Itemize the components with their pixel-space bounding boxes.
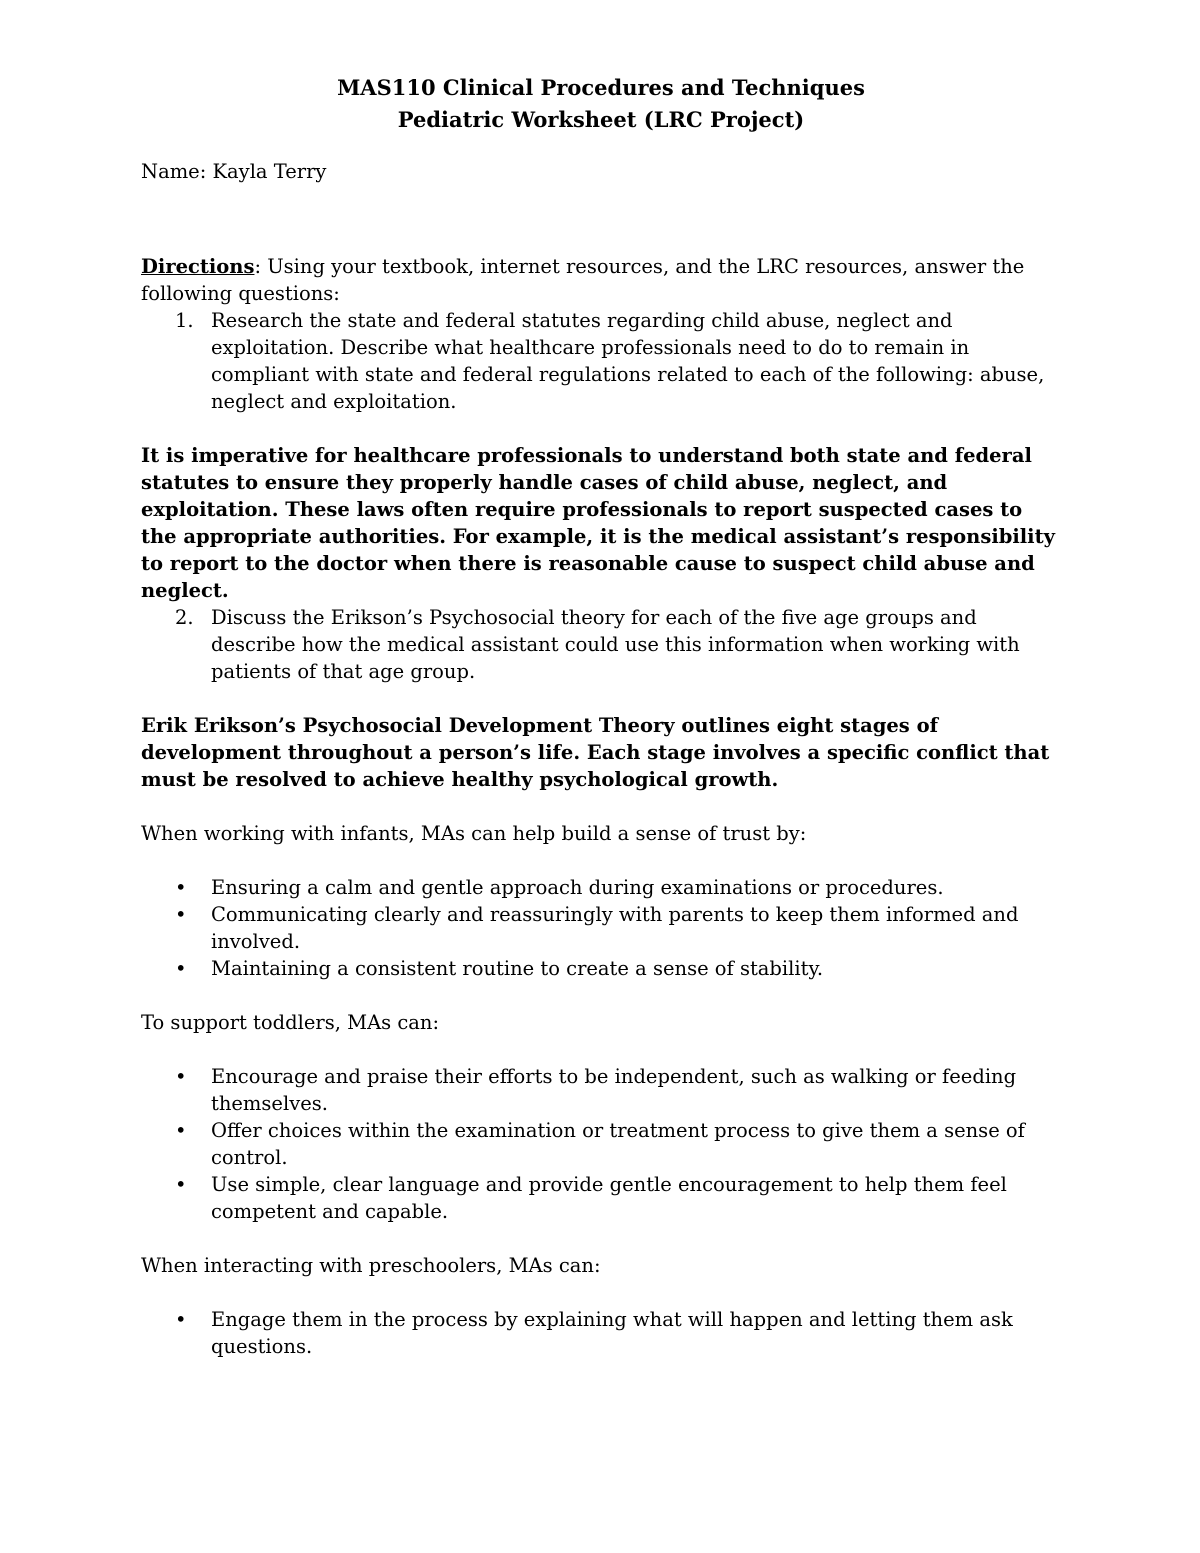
question-text: Research the state and federal statutes regarding child abuse, neglect and exploitation. Describe what healthcare professionals need to do to remain in compliant with state and federal regulations related to each of the following: abuse, neglect and exploitation. [211, 309, 1045, 413]
list-item [141, 1171, 1061, 1225]
list-item [141, 1063, 1061, 1117]
bullet-icon: • [175, 1173, 187, 1196]
bullet-icon: • [175, 957, 187, 980]
question-1 [141, 307, 1061, 415]
bullet-icon: • [175, 876, 187, 899]
document-title: MAS110 Clinical Procedures and Techniques [337, 75, 865, 100]
list-item [141, 955, 1061, 982]
toddlers-intro: To support toddlers, MAs can: [141, 1011, 440, 1034]
list-item-text: Maintaining a consistent routine to create a sense of stability. [211, 957, 824, 980]
document-body [141, 72, 1061, 1360]
list-item-text: Communicating clearly and reassuringly with parents to keep them informed and involved. [211, 903, 1019, 953]
directions-paragraph [141, 253, 1061, 307]
bullet-icon: • [175, 1119, 187, 1142]
student-name: Name: Kayla Terry [141, 160, 327, 183]
question-list-1 [141, 307, 1061, 415]
directions-text: : Using your textbook, internet resources, and the LRC resources, answer the following questions: [141, 255, 1025, 305]
list-item [141, 1117, 1061, 1171]
answer-1: It is imperative for healthcare professionals to understand both state and federal statutes to ensure they properly handle cases of child abuse, neglect, and exploitation. These laws often require professionals to report suspected cases to the appropriate authorities. For example, it is the medical assistant’s responsibility to report to the doctor when there is reasonable cause to suspect child abuse and neglect. [141, 444, 1055, 602]
preschoolers-bullet-list [141, 1306, 1061, 1360]
list-item [141, 901, 1061, 955]
list-item-text: Use simple, clear language and provide gentle encouragement to help them feel competent and capable. [211, 1173, 1007, 1223]
question-text: Discuss the Erikson’s Psychosocial theory for each of the five age groups and describe how the medical assistant could use this information when working with patients of that age group. [211, 606, 1020, 683]
infants-intro: When working with infants, MAs can help build a sense of trust by: [141, 822, 807, 845]
list-item-text: Offer choices within the examination or treatment process to give them a sense of control. [211, 1119, 1025, 1169]
infants-bullet-list [141, 874, 1061, 982]
question-number: 1. [175, 309, 194, 332]
bullet-icon: • [175, 903, 187, 926]
bullet-icon: • [175, 1065, 187, 1088]
preschoolers-intro: When interacting with preschoolers, MAs can: [141, 1254, 601, 1277]
toddlers-bullet-list [141, 1063, 1061, 1225]
list-item [141, 874, 1061, 901]
document-subtitle: Pediatric Worksheet (LRC Project) [397, 107, 805, 132]
question-2 [141, 604, 1061, 685]
list-item [141, 1306, 1061, 1360]
question-list-2 [141, 604, 1061, 685]
bullet-icon: • [175, 1308, 187, 1331]
question-number: 2. [175, 606, 194, 629]
list-item-text: Ensuring a calm and gentle approach during examinations or procedures. [211, 876, 944, 899]
list-item-text: Engage them in the process by explaining what will happen and letting them ask questions. [211, 1308, 1013, 1358]
list-item-text: Encourage and praise their efforts to be independent, such as walking or feeding themselves. [211, 1065, 1017, 1115]
directions-label: Directions [141, 255, 255, 278]
answer-2: Erik Erikson’s Psychosocial Development Theory outlines eight stages of development throughout a person’s life. Each stage involves a specific conflict that must be resolved to achieve healthy psychological growth. [141, 714, 1050, 791]
